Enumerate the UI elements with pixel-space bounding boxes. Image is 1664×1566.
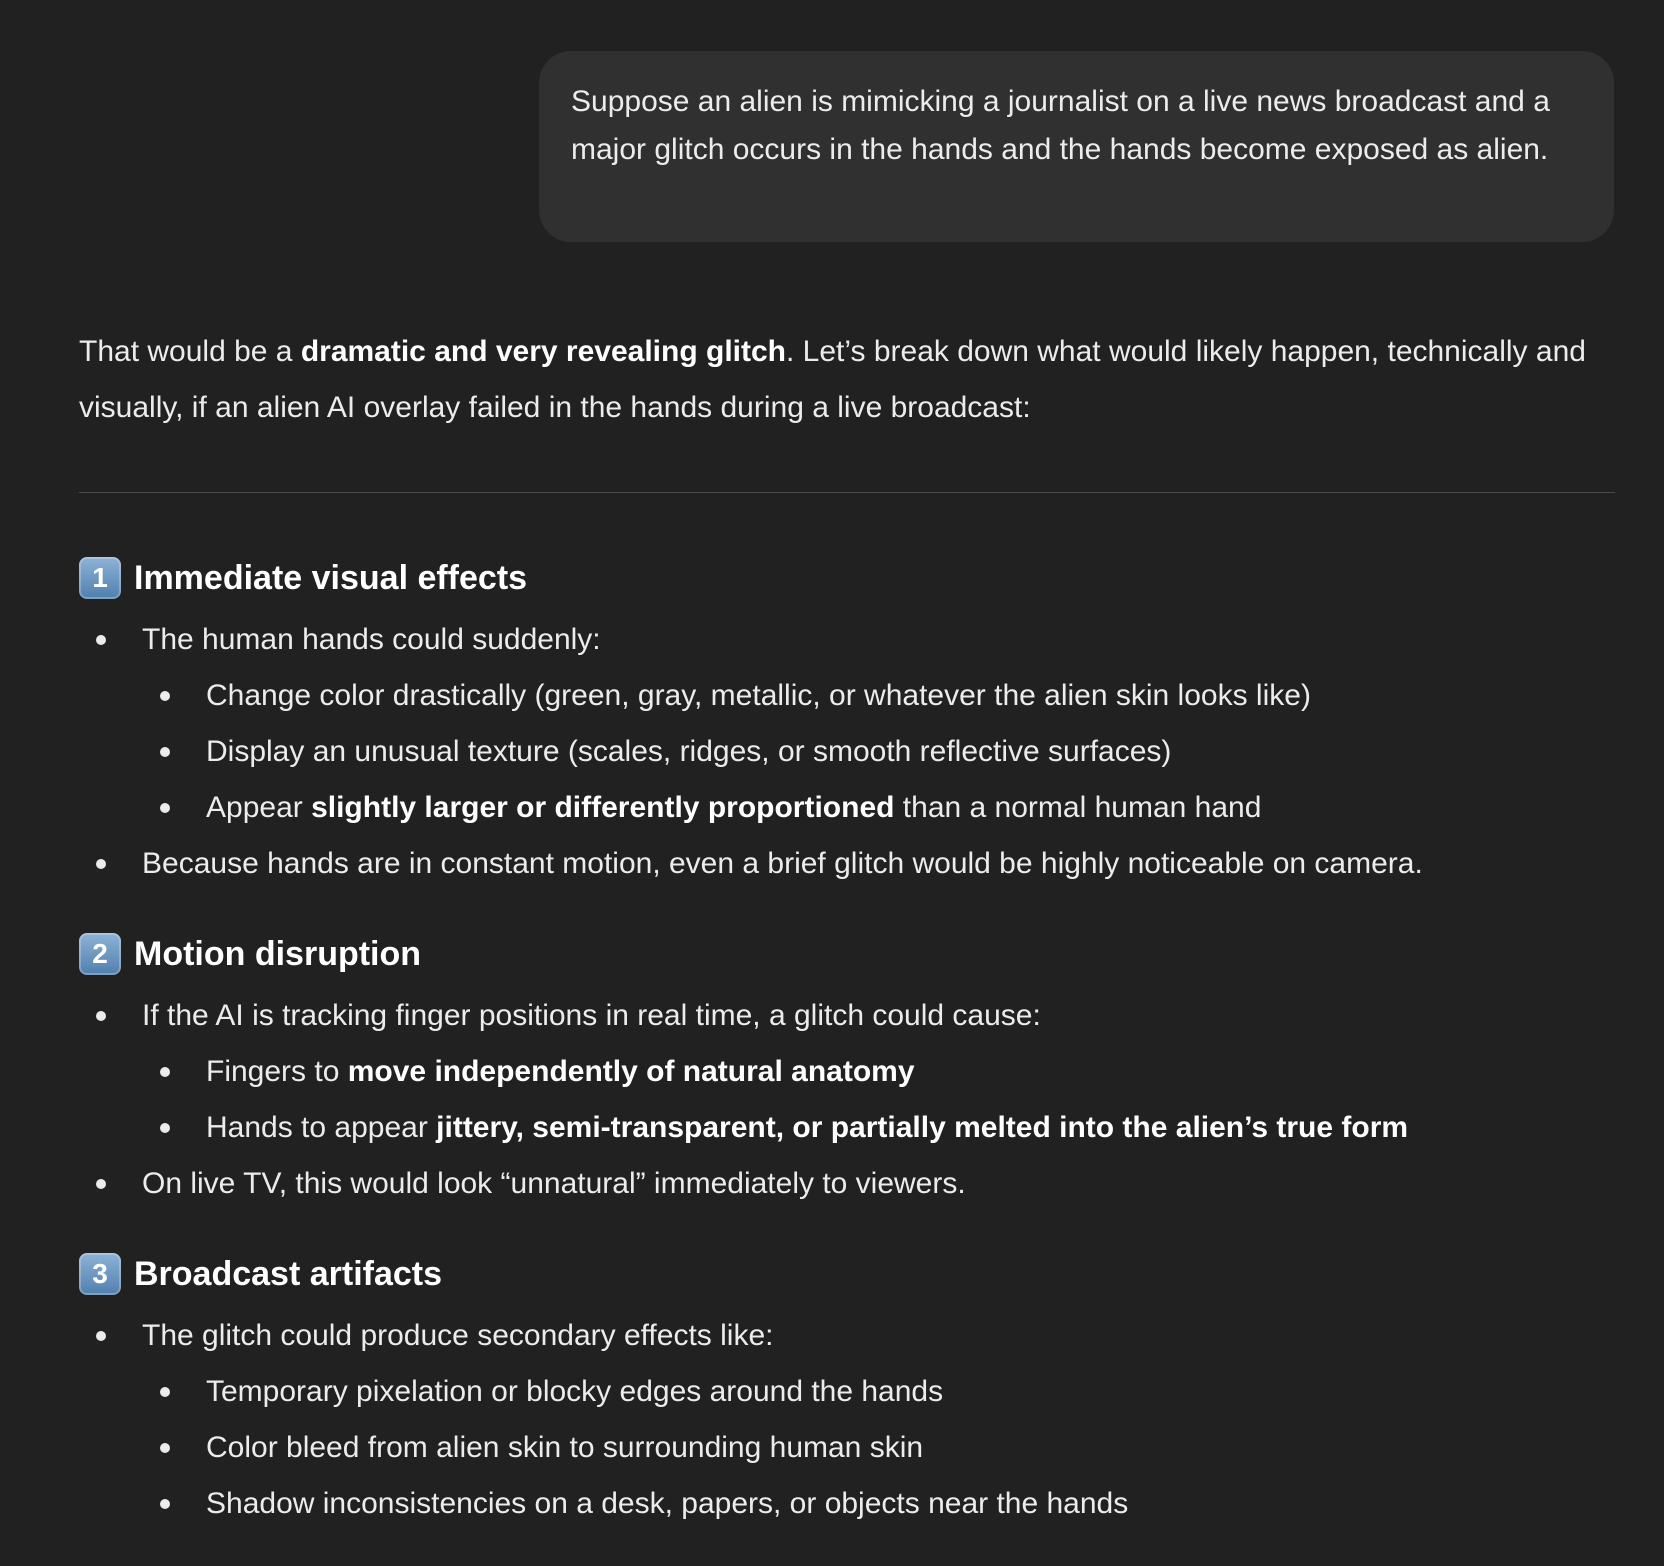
keycap-three-icon: 3 <box>79 1253 121 1295</box>
section-broadcast-artifacts <box>79 1250 1615 1532</box>
bullet-list <box>79 988 1615 1212</box>
section-heading <box>79 554 1615 602</box>
list-item: Because hands are in constant motion, even a brief glitch would be highly noticeable on camera. <box>79 836 1615 892</box>
keycap-one-icon: 1 <box>79 557 121 599</box>
user-message-bubble <box>539 51 1614 242</box>
section-heading <box>79 930 1615 978</box>
section-divider <box>79 492 1615 493</box>
list-item: Appear slightly larger or differently proportioned than a normal human hand <box>79 780 1615 836</box>
user-message-text: Suppose an alien is mimicking a journalist on a live news broadcast and a major glitch occurs in the hands and the hands become exposed as alien. <box>571 85 1550 166</box>
assistant-intro: That would be a dramatic and very revealing glitch. Let’s break down what would likely happen, technically and visually, if an alien AI overlay failed in the hands during a live broadcast: <box>79 335 1586 424</box>
section-heading <box>79 1250 1615 1298</box>
list-item: Color bleed from alien skin to surrounding human skin <box>79 1420 1615 1476</box>
section-title: Motion disruption <box>134 934 422 973</box>
section-title: Immediate visual effects <box>134 558 528 597</box>
list-item: On live TV, this would look “unnatural” immediately to viewers. <box>79 1156 1615 1212</box>
list-item: Display an unusual texture (scales, ridges, or smooth reflective surfaces) <box>79 724 1615 780</box>
section-motion-disruption <box>79 930 1615 1212</box>
list-item: Fingers to move independently of natural anatomy <box>79 1044 1615 1100</box>
list-item: Shadow inconsistencies on a desk, papers, or objects near the hands <box>79 1476 1615 1532</box>
section-title: Broadcast artifacts <box>134 1254 443 1293</box>
bullet-list <box>79 1308 1615 1532</box>
assistant-message <box>79 324 1615 1520</box>
keycap-two-icon: 2 <box>79 933 121 975</box>
list-item: Hands to appear jittery, semi-transparent, or partially melted into the alien’s true form <box>79 1100 1615 1156</box>
section-immediate-visual-effects <box>79 554 1615 892</box>
list-item: If the AI is tracking finger positions in real time, a glitch could cause: <box>79 988 1615 1044</box>
bullet-list <box>79 612 1615 892</box>
list-item: The glitch could produce secondary effects like: <box>79 1308 1615 1364</box>
list-item: The human hands could suddenly: <box>79 612 1615 668</box>
list-item: Change color drastically (green, gray, metallic, or whatever the alien skin looks like) <box>79 668 1615 724</box>
list-item: Temporary pixelation or blocky edges around the hands <box>79 1364 1615 1420</box>
